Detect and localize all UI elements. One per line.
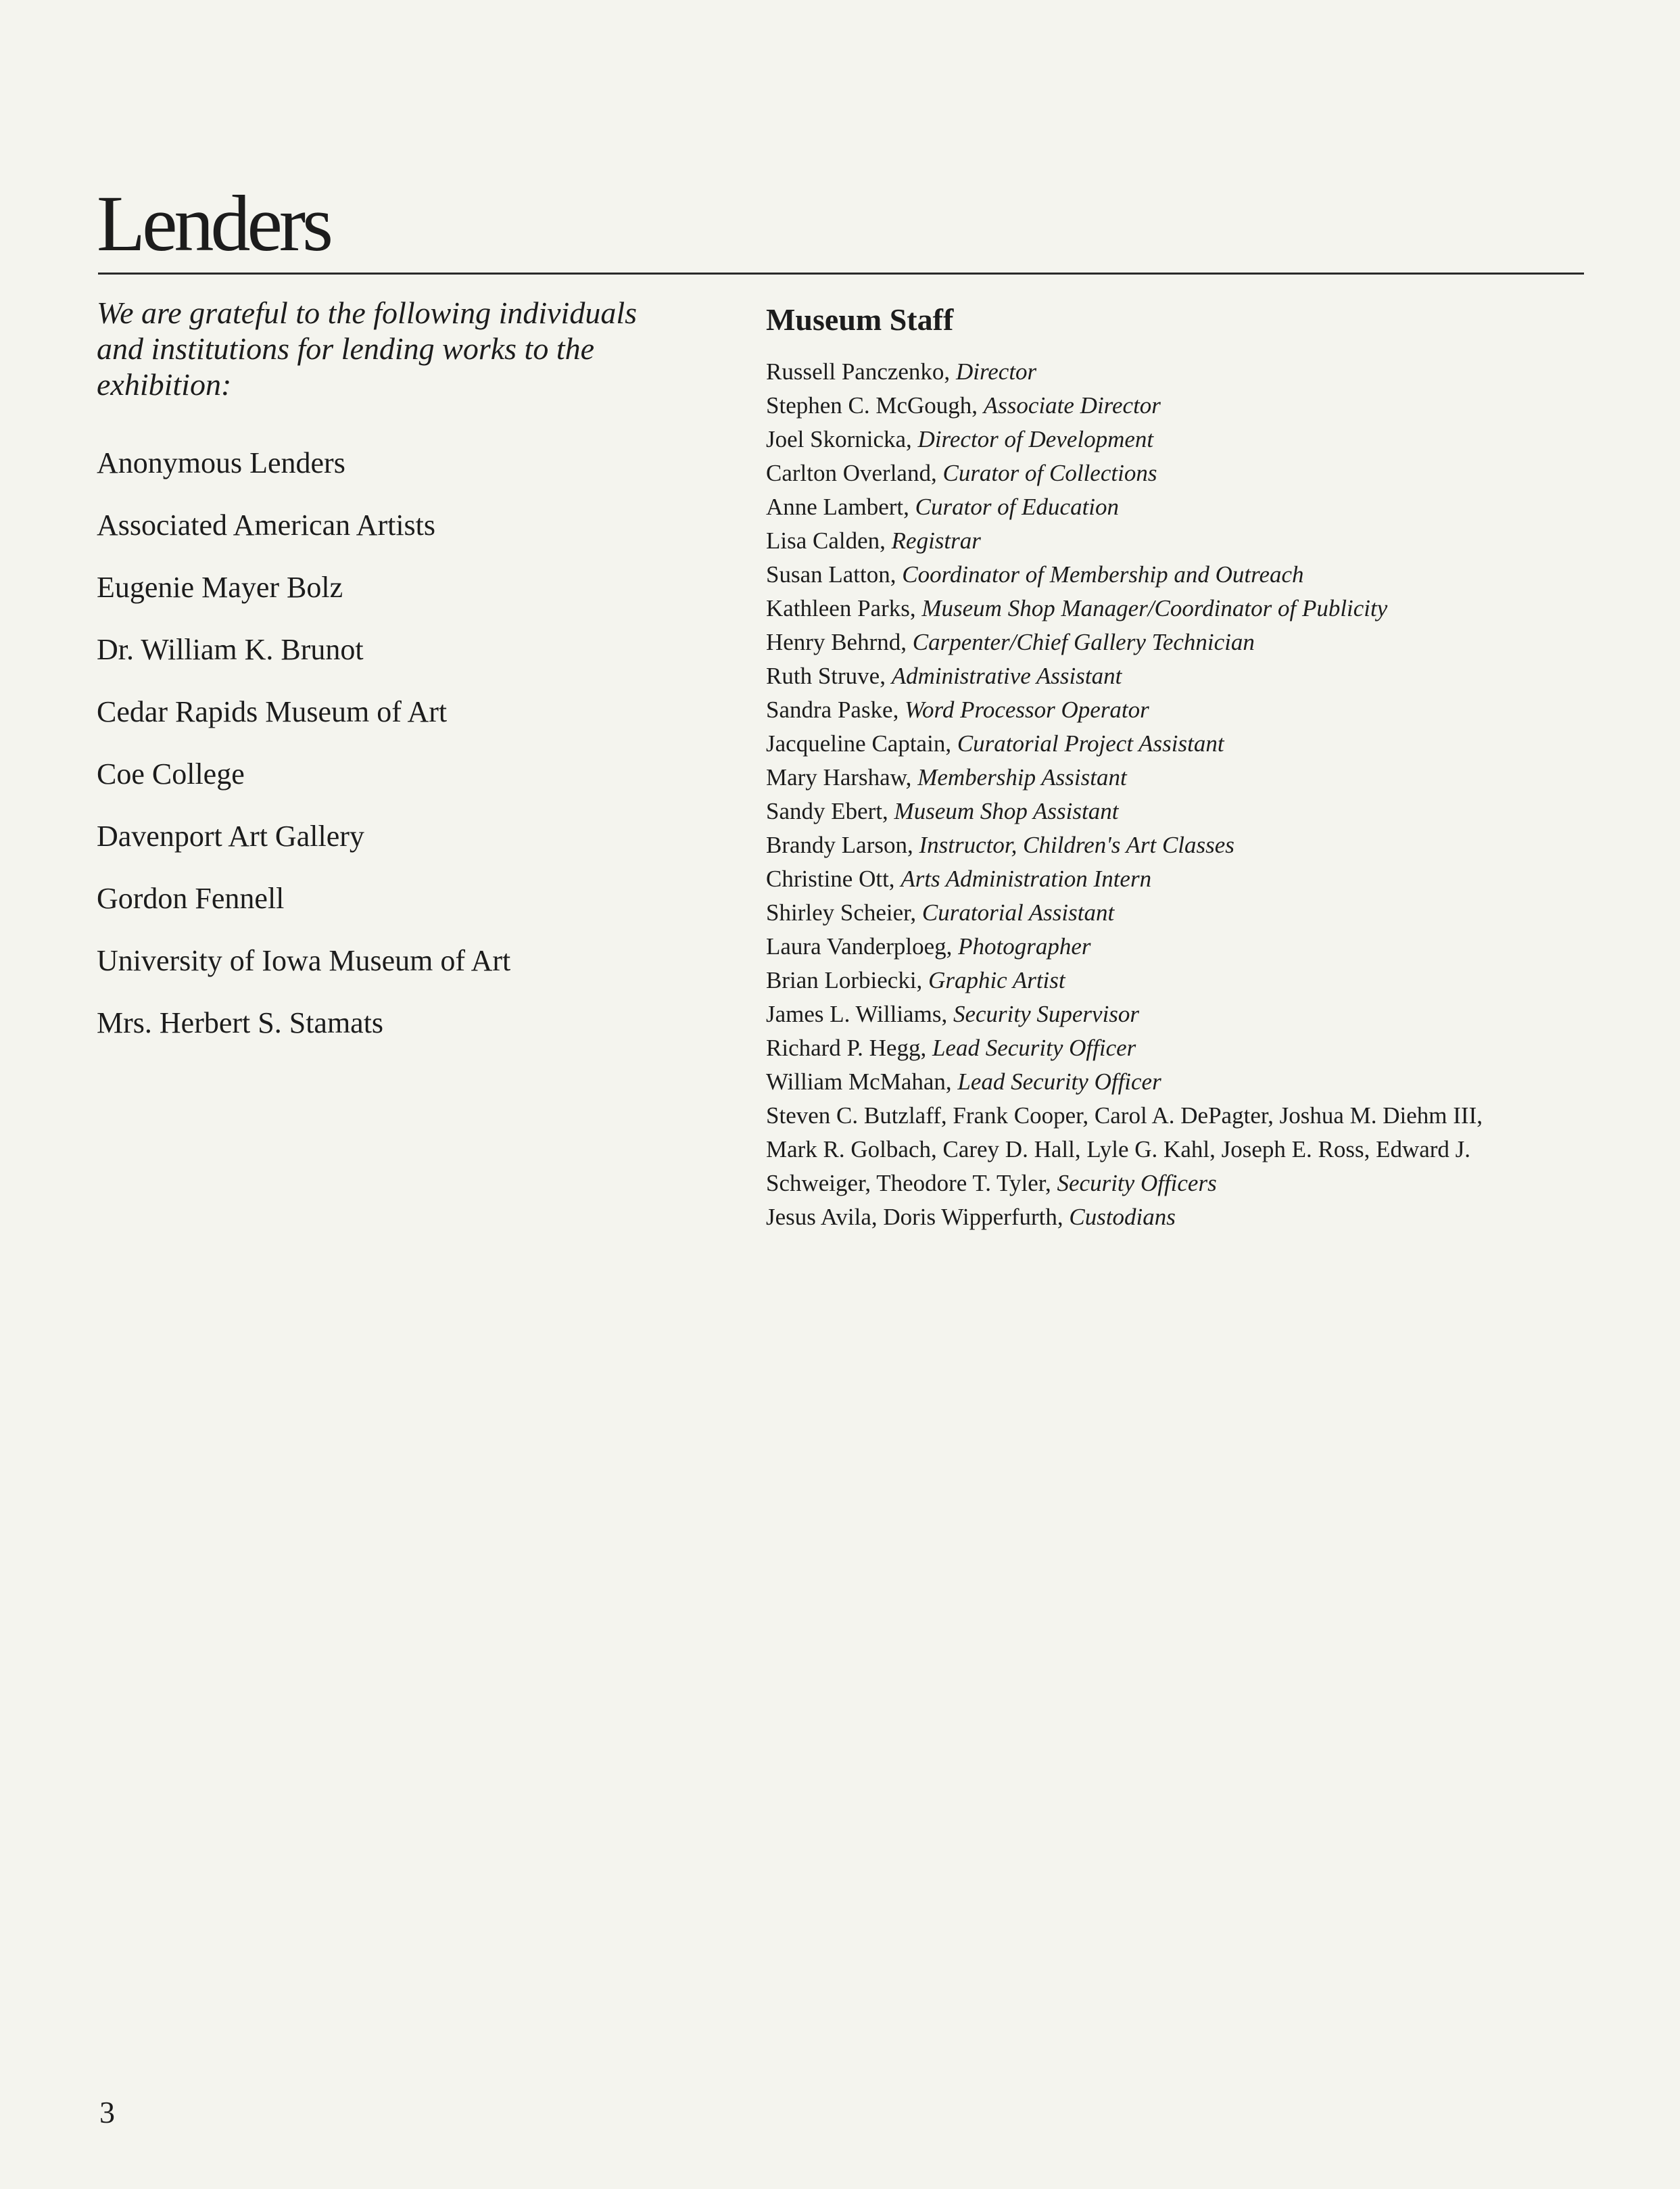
staff-role: Custodians — [1069, 1204, 1176, 1230]
staff-member — [766, 795, 1483, 828]
staff-role: Curatorial Assistant — [921, 899, 1115, 926]
staff-member — [766, 930, 1483, 964]
page-number: 3 — [99, 2095, 115, 2129]
lender-item: Gordon Fennell — [97, 882, 285, 915]
staff-member — [766, 423, 1483, 456]
staff-member — [766, 1031, 1483, 1065]
staff-role: Graphic Artist — [928, 967, 1065, 993]
staff-name: Carlton Overland, — [766, 460, 943, 486]
staff-role: Lead Security Officer — [957, 1068, 1161, 1095]
staff-name: Stephen C. McGough, — [766, 392, 984, 419]
staff-name: William McMahan, — [766, 1068, 958, 1095]
staff-member — [766, 862, 1483, 896]
staff-member — [766, 828, 1483, 862]
staff-role: Curatorial Project Assistant — [957, 730, 1224, 757]
lender-item: Mrs. Herbert S. Stamats — [97, 1006, 384, 1039]
staff-member — [766, 964, 1483, 997]
staff-name: Kathleen Parks, — [766, 595, 922, 621]
lenders-section — [97, 295, 678, 1054]
staff-list — [766, 355, 1483, 1234]
lender-item: Dr. William K. Brunot — [97, 633, 364, 666]
staff-role: Director — [955, 358, 1037, 385]
staff-name: Mary Harshaw, — [766, 764, 918, 791]
staff-name: James L. Williams, — [766, 1001, 953, 1027]
staff-name: Richard P. Hegg, — [766, 1035, 932, 1061]
staff-name: Sandra Paske, — [766, 697, 905, 723]
staff-member — [766, 1099, 1483, 1200]
lender-item: University of Iowa Museum of Art — [97, 944, 511, 977]
staff-role: Membership Assistant — [917, 764, 1127, 791]
staff-member — [766, 1200, 1483, 1234]
staff-member — [766, 693, 1483, 727]
staff-name: Shirley Scheier, — [766, 899, 922, 926]
staff-member — [766, 1065, 1483, 1099]
staff-role: Security Officers — [1057, 1170, 1217, 1196]
staff-name: Russell Panczenko, — [766, 358, 956, 385]
staff-role: Word Processor Operator — [905, 697, 1149, 723]
staff-role: Coordinator of Membership and Outreach — [902, 561, 1304, 588]
staff-member — [766, 659, 1483, 693]
staff-role: Lead Security Officer — [932, 1035, 1136, 1061]
staff-role: Curator of Collections — [942, 460, 1157, 486]
lender-item: Davenport Art Gallery — [97, 820, 364, 853]
page-title: Lenders — [97, 179, 331, 268]
lenders-intro: We are grateful to the following individuals and institutions for lending works to the exhibition: — [97, 296, 638, 402]
lenders-list — [97, 432, 678, 1054]
staff-role: Director of Development — [917, 426, 1154, 452]
staff-member — [766, 997, 1483, 1031]
staff-name: Steven C. Butzlaff, Frank Cooper, Carol A. DePagter, Joshua M. Diehm III, Mark R. Golbach, Carey D. Hall, Lyle G. Kahl, Joseph E. Ross, Edward J. Schweiger, Theodore T. Tyler, — [766, 1102, 1483, 1196]
staff-member — [766, 524, 1483, 558]
staff-member — [766, 456, 1483, 490]
staff-name: Henry Behrnd, — [766, 629, 913, 655]
staff-role: Arts Administration Intern — [901, 866, 1152, 892]
staff-name: Lisa Calden, — [766, 527, 892, 554]
staff-name: Jacqueline Captain, — [766, 730, 957, 757]
staff-role: Carpenter/Chief Gallery Technician — [912, 629, 1255, 655]
staff-role: Instructor, Children's Art Classes — [919, 832, 1234, 858]
staff-section — [766, 300, 1483, 1234]
staff-role: Associate Director — [983, 392, 1161, 419]
staff-name: Anne Lambert, — [766, 494, 915, 520]
staff-member — [766, 592, 1483, 626]
staff-member — [766, 355, 1483, 389]
staff-name: Laura Vanderploeg, — [766, 933, 959, 960]
staff-name: Jesus Avila, Doris Wipperfurth, — [766, 1204, 1070, 1230]
staff-name: Susan Latton, — [766, 561, 903, 588]
staff-role: Curator of Education — [915, 494, 1120, 520]
staff-name: Sandy Ebert, — [766, 798, 894, 824]
staff-role: Registrar — [891, 527, 981, 554]
staff-role: Museum Shop Assistant — [894, 798, 1119, 824]
staff-role: Administrative Assistant — [891, 663, 1122, 689]
lender-item: Coe College — [97, 757, 245, 791]
staff-heading: Museum Staff — [766, 302, 954, 337]
staff-member — [766, 727, 1483, 761]
staff-member — [766, 896, 1483, 930]
staff-member — [766, 558, 1483, 592]
title-rule — [98, 273, 1584, 275]
staff-name: Brandy Larson, — [766, 832, 919, 858]
staff-member — [766, 490, 1483, 524]
lender-item: Anonymous Lenders — [97, 446, 345, 479]
staff-name: Ruth Struve, — [766, 663, 892, 689]
staff-member — [766, 389, 1483, 423]
staff-name: Joel Skornicka, — [766, 426, 918, 452]
staff-name: Brian Lorbiecki, — [766, 967, 929, 993]
staff-name: Christine Ott, — [766, 866, 901, 892]
staff-role: Security Supervisor — [953, 1001, 1140, 1027]
lender-item: Cedar Rapids Museum of Art — [97, 695, 448, 728]
staff-member — [766, 761, 1483, 795]
staff-role: Museum Shop Manager/Coordinator of Publicity — [921, 595, 1388, 621]
lender-item: Eugenie Mayer Bolz — [97, 571, 343, 604]
staff-role: Photographer — [958, 933, 1091, 960]
staff-member — [766, 626, 1483, 659]
lender-item: Associated American Artists — [97, 509, 436, 542]
